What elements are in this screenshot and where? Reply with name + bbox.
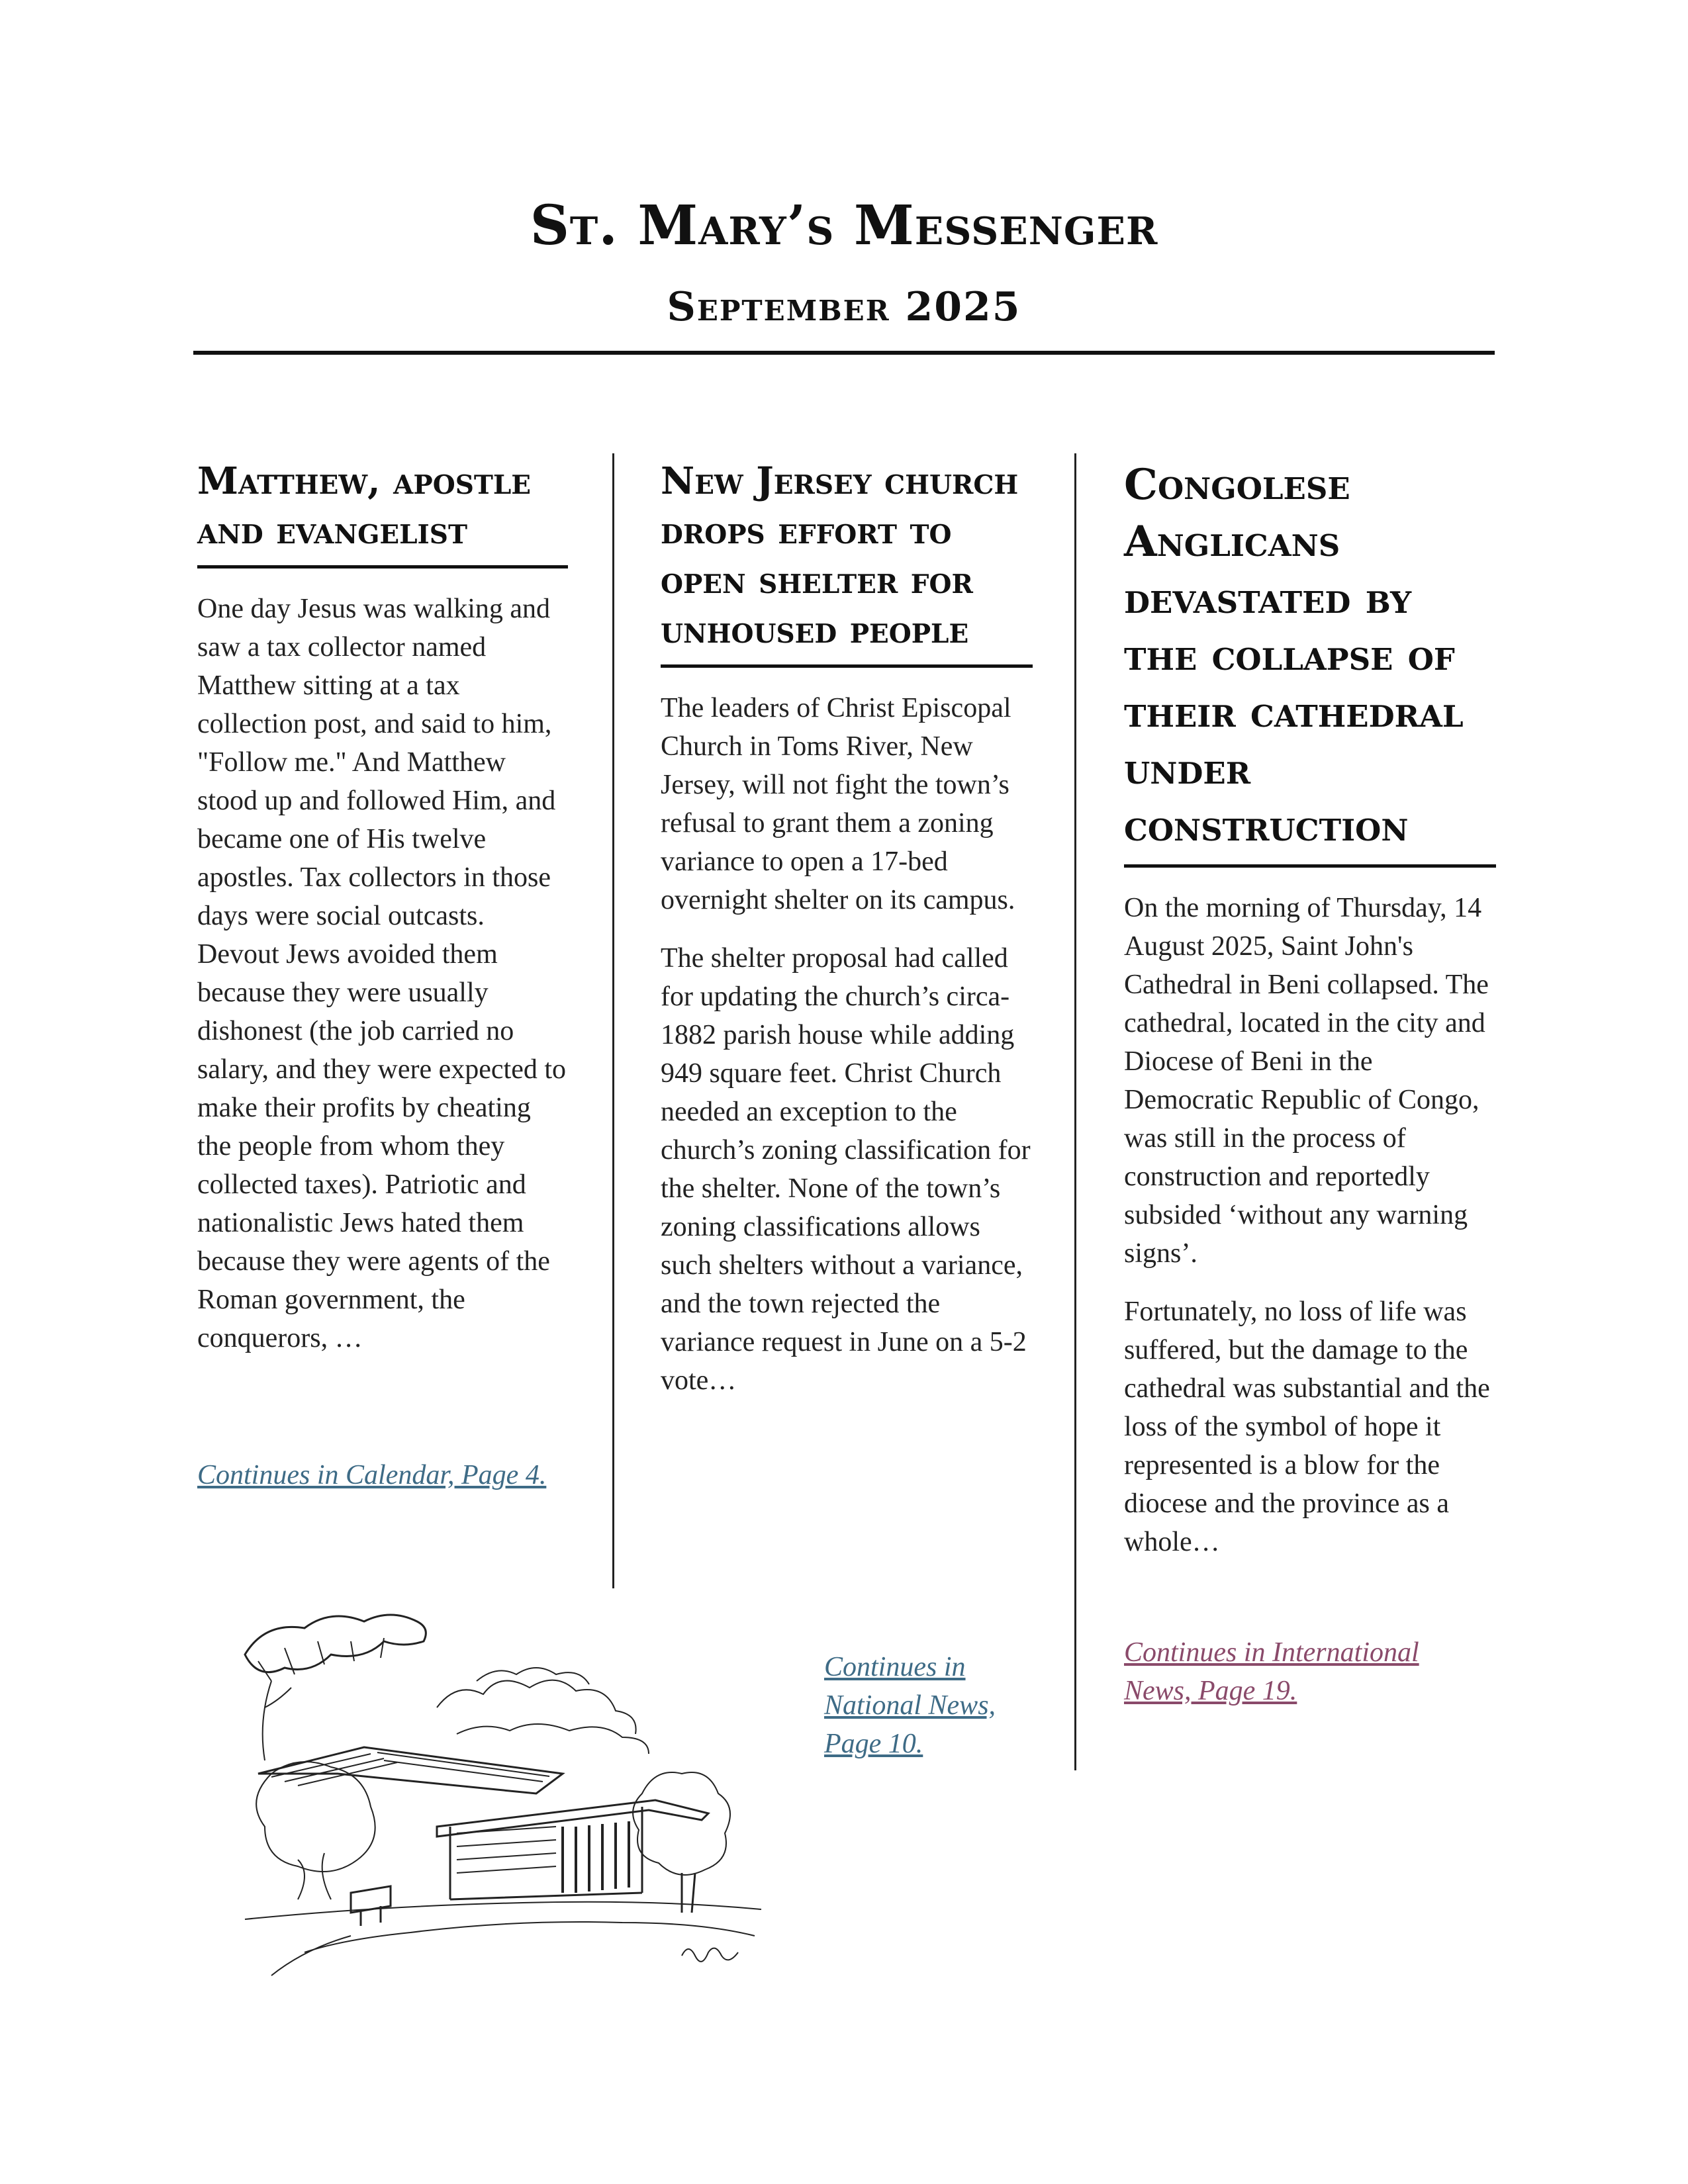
article-paragraph: One day Jesus was walking and saw a tax collector named Matthew sitting at a tax collection post, and said to him, "Follow me." And Matthew stood up and followed Him, and became one of His twelve apostles. Tax collectors in those days were social outcasts. Devout Jews avoided them because they were usually dishonest (the job carried no salary, and they were expected to make their profits by cheating the people from whom they collected taxes). Patriotic and nationalistic Jews hated them because they were agents of the Roman government, the conquerors, … [197,594,567,1353]
masthead-rule [193,351,1495,355]
continues-link-calendar[interactable]: Continues in Calendar, Page 4. [197,1460,547,1490]
column-divider [612,453,614,1588]
article-headline: New Jersey church drops effort to open shelter for unhoused people [661,457,1033,668]
column-divider [1074,453,1076,1770]
article-paragraph: Fortunately, no loss of life was suffered, but the damage to the cathedral was substantial and the loss of the symbol of hope it represented is a blow for the diocese and the province as a whole… [1124,1297,1490,1557]
article-paragraph: The leaders of Christ Episcopal Church in Toms River, New Jersey, will not fight the town’s refusal to grant them a zoning variance to open a 17-bed overnight shelter on its campus. [661,693,1015,915]
church-sketch-illustration [218,1608,801,1979]
article-congolese-cathedral [1124,457,1496,1561]
article-new-jersey-shelter [661,457,1033,1400]
newsletter-title: St. Mary’s Messenger [530,194,1158,257]
article-matthew [197,457,568,1357]
continues-link-international-news[interactable]: Continues in International News, Page 19. [1124,1637,1419,1706]
article-headline: Congolese Anglicans devastated by the collapse of their cathedral under construction [1124,457,1496,868]
article-headline: Matthew, apostle and evangelist [197,457,568,569]
continues-link-national-news[interactable]: Continues in National News, Page 10. [824,1652,996,1759]
article-paragraph: On the morning of Thursday, 14 August 2025, Saint John's Cathedral in Beni collapsed. The cathedral, located in the city and Diocese of Beni in the Democratic Republic of Congo, was still in the process of construction and reportedly subsided ‘without any warning signs’. [1124,893,1489,1269]
issue-date: September 2025 [667,284,1021,330]
article-paragraph: The shelter proposal had called for updating the church’s circa-1882 parish house while adding 949 square feet. Christ Church needed an exception to the church’s zoning classification for the shelter. None of the town’s zoning classifications allows such shelters without a variance, and the town rejected the variance request in June on a 5-2 vote… [661,943,1031,1396]
masthead [0,194,1688,330]
